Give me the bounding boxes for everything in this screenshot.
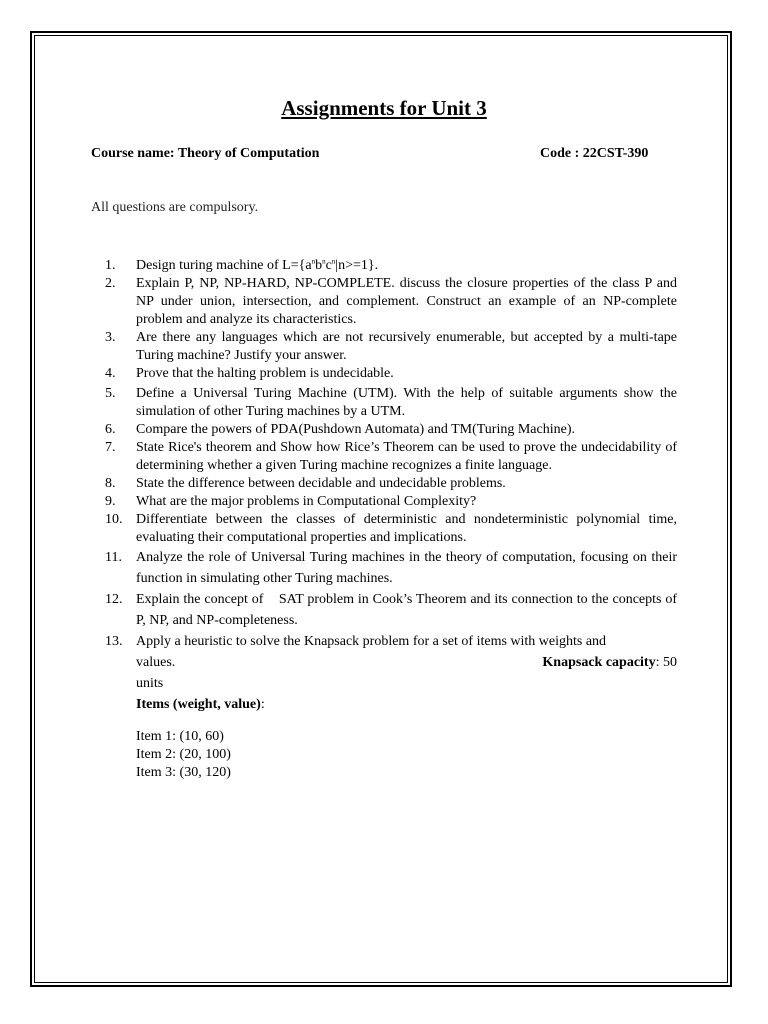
question-10 xyxy=(105,511,677,547)
question-4 xyxy=(105,365,677,383)
items-section xyxy=(136,696,677,782)
knapsack-capacity: Knapsack capacity: 50 xyxy=(542,655,677,670)
question-2 xyxy=(105,275,677,329)
course-name: Course name: Theory of Computation xyxy=(91,146,320,161)
question-11 xyxy=(105,547,677,589)
question-8 xyxy=(105,475,677,493)
question-number: 8. xyxy=(105,476,116,491)
question-number: 3. xyxy=(105,330,116,345)
question-text: Are there any languages which are not recursively enumerable, but accepted by a multi-tape Turing machine? Justify your answer. xyxy=(136,330,677,363)
question-text: Apply a heuristic to solve the Knapsack problem for a set of items with weights and values. Knapsack capacity: 50 units xyxy=(136,631,677,694)
question-12 xyxy=(105,589,681,631)
question-text: Prove that the halting problem is undecidable. xyxy=(136,366,394,381)
question-number: 6. xyxy=(105,422,116,437)
capacity-unit: units xyxy=(136,676,164,691)
values-word: values. xyxy=(136,655,176,670)
question-number: 12. xyxy=(105,592,123,607)
question-1 xyxy=(105,257,677,275)
question-text: Analyze the role of Universal Turing machines in the theory of computation, focusing on their function in simulating other Turing machines. xyxy=(136,550,677,586)
question-number: 1. xyxy=(105,258,116,273)
question-text: What are the major problems in Computational Complexity? xyxy=(136,494,477,509)
question-list xyxy=(105,257,681,782)
course-code: Code : 22CST-390 xyxy=(540,146,649,161)
question-5 xyxy=(105,385,677,421)
question-3 xyxy=(105,329,677,365)
question-9 xyxy=(105,493,677,511)
question-number: 13. xyxy=(105,634,123,649)
question-13 xyxy=(105,631,677,694)
question-text: State Rice's theorem and Show how Rice’s Theorem can be used to prove the undecidability of determining whether a given Turing machine recognizes a finite language. xyxy=(136,440,677,473)
item-line: Item 3: (30, 120) xyxy=(136,765,231,780)
question-text: Explain the concept of SAT problem in Cook’s Theorem and its connection to the concepts of P, NP, and NP-completeness. xyxy=(136,592,681,628)
question-text: Define a Universal Turing Machine (UTM). With the help of suitable arguments show the simulation of other Turing machines by a UTM. xyxy=(136,386,677,419)
question-text: State the difference between decidable and undecidable problems. xyxy=(136,476,506,491)
question-number: 7. xyxy=(105,440,116,455)
question-number: 4. xyxy=(105,366,116,381)
question-number: 9. xyxy=(105,494,116,509)
question-text: Design turing machine of $L=\{a^nb^nc^n|n>=1\}$. xyxy=(136,257,379,273)
question-text: Compare the powers of PDA(Pushdown Automata) and TM(Turing Machine). xyxy=(136,422,576,437)
question-number: 10. xyxy=(105,512,123,527)
item-line: Item 2: (20, 100) xyxy=(136,747,231,762)
question-text: Differentiate between the classes of deterministic and nondeterministic polynomial time, evaluating their computational properties and implications. xyxy=(136,512,677,545)
question-number: 5. xyxy=(105,386,116,401)
question-number: 2. xyxy=(105,276,116,291)
items-heading: Items (weight, value): xyxy=(136,697,265,712)
page-title: Assignments for Unit 3 xyxy=(281,96,487,120)
instructions-text: All questions are compulsory. xyxy=(91,200,259,215)
question-7 xyxy=(105,439,677,475)
question-number: 11. xyxy=(105,550,122,565)
item-line: Item 1: (10, 60) xyxy=(136,729,224,744)
question-text: Explain P, NP, NP-HARD, NP-COMPLETE. discuss the closure properties of the class P and NP under union, intersection, and complement. Construct an example of an NP-complete problem and analyze its characteristics. xyxy=(136,276,677,327)
question-6 xyxy=(105,421,677,439)
